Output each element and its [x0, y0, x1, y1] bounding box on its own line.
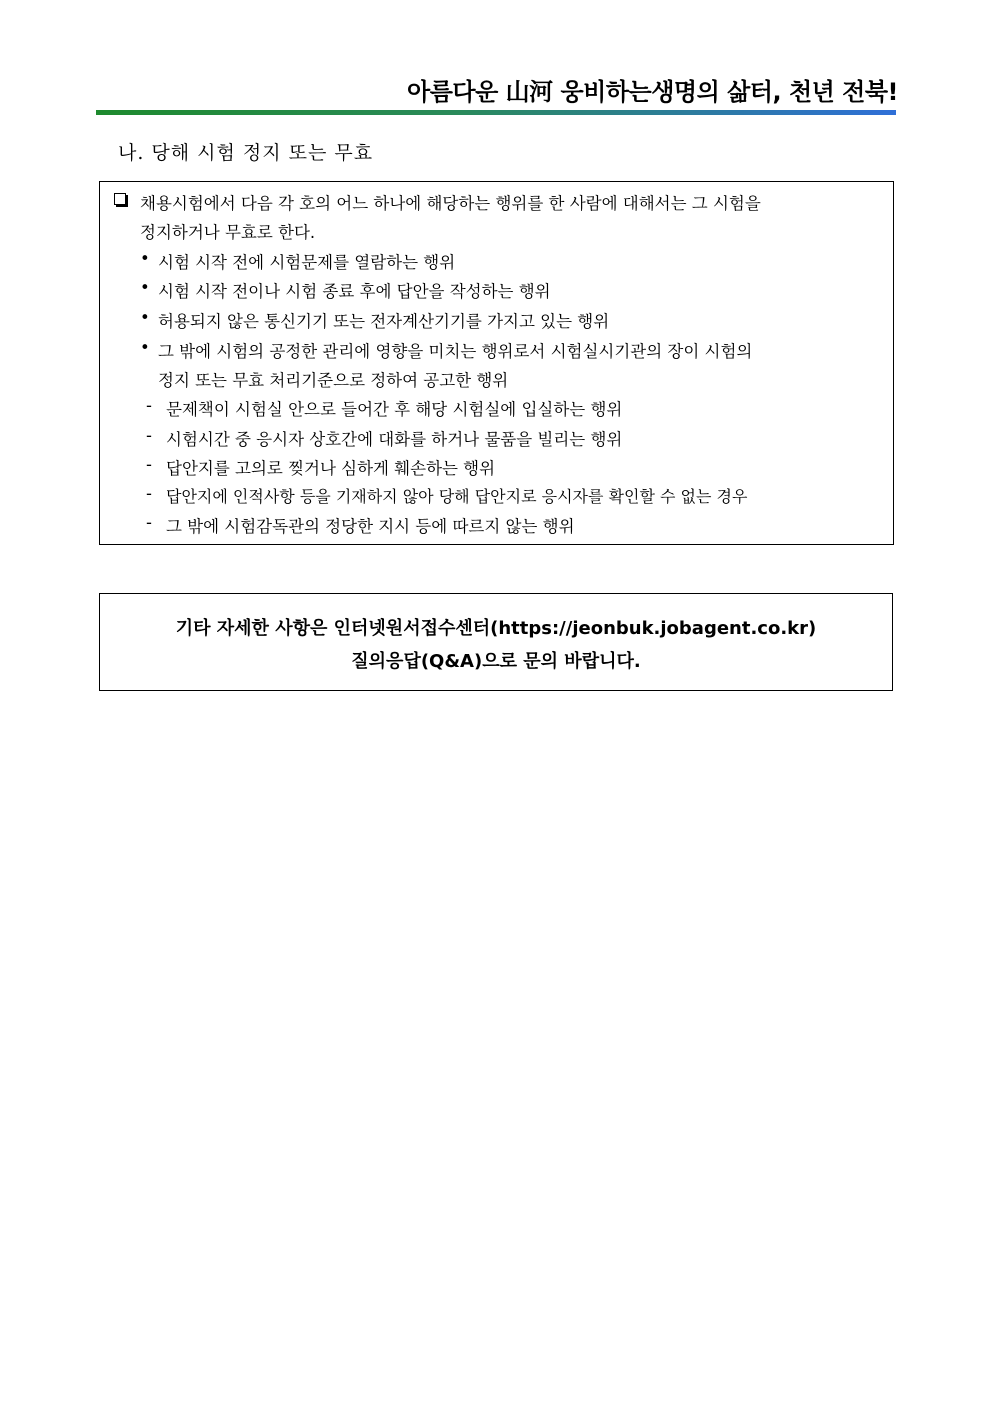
section-title: 나. 당해 시험 정지 또는 무효: [118, 142, 374, 164]
contact-box: [99, 593, 893, 691]
dash-icon: -: [146, 426, 152, 445]
rule-bullet-4-continuation: 정지 또는 무효 처리기준으로 정하여 공고한 행위: [158, 371, 509, 390]
contact-line-1: 기타 자세한 사항은 인터넷원서접수센터(https://jeonbuk.jobagent.co.kr): [175, 618, 817, 639]
rule-sub-item-5: 그 밖에 시험감독관의 정당한 지시 등에 따르지 않는 행위: [166, 517, 575, 536]
rule-sub-item-3: 답안지를 고의로 찢거나 심하게 훼손하는 행위: [166, 459, 496, 478]
bullet-icon: •: [140, 308, 150, 327]
rules-box: [99, 181, 894, 545]
header-slogan: 아름다운 山河 웅비하는생명의 삶터, 천년 전북!: [407, 78, 898, 106]
dash-icon: -: [146, 455, 152, 474]
bullet-icon: •: [140, 249, 150, 268]
rules-intro-line2: 정지하거나 무효로 한다.: [140, 223, 316, 242]
checkbox-square-icon: [114, 193, 126, 205]
dash-icon: -: [146, 396, 152, 415]
rule-bullet-3: 허용되지 않은 통신기기 또는 전자계산기기를 가지고 있는 행위: [158, 312, 610, 331]
rule-bullet-1: 시험 시작 전에 시험문제를 열람하는 행위: [158, 253, 456, 272]
rules-intro-line1: 채용시험에서 다음 각 호의 어느 하나에 해당하는 행위를 한 사람에 대해서는 그 시험을: [140, 194, 761, 213]
bullet-icon: •: [140, 278, 150, 297]
contact-line-2: 질의응답(Q&A)으로 문의 바랍니다.: [351, 651, 641, 672]
rule-bullet-2: 시험 시작 전이나 시험 종료 후에 답안을 작성하는 행위: [158, 282, 551, 301]
dash-icon: -: [146, 484, 152, 503]
rule-sub-item-2: 시험시간 중 응시자 상호간에 대화를 하거나 물품을 빌리는 행위: [166, 430, 623, 449]
bullet-icon: •: [140, 338, 150, 357]
header-divider: [96, 110, 896, 115]
dash-icon: -: [146, 513, 152, 532]
rule-bullet-4: 그 밖에 시험의 공정한 관리에 영향을 미치는 행위로서 시험실시기관의 장이 시험의: [158, 342, 753, 361]
rule-sub-item-1: 문제책이 시험실 안으로 들어간 후 해당 시험실에 입실하는 행위: [166, 400, 623, 419]
rule-sub-item-4: 답안지에 인적사항 등을 기재하지 않아 당해 답안지로 응시자를 확인할 수 없는 경우: [166, 487, 748, 506]
